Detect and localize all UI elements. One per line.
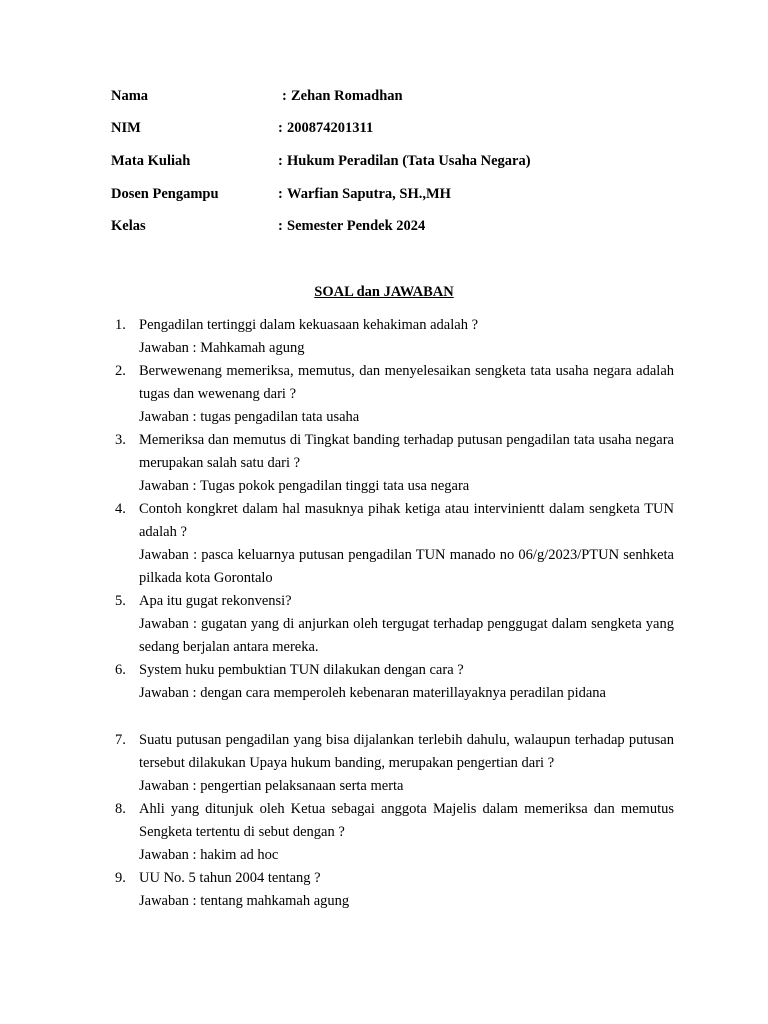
header-row-mata-kuliah xyxy=(111,151,711,171)
header-row-kelas xyxy=(111,216,711,236)
document-title: SOAL dan JAWABAN xyxy=(314,284,454,300)
question-number: 2. xyxy=(115,363,126,379)
header-value: Semester Pendek 2024 xyxy=(287,218,426,234)
list-item xyxy=(111,590,674,659)
list-item xyxy=(111,314,674,360)
answer-text: Jawaban : Mahkamah agung xyxy=(139,340,305,356)
answer-text: Jawaban : gugatan yang di anjurkan oleh tergugat terhadap penggugat dalam sengketa yang sedang berjalan antara mereka. xyxy=(139,616,674,655)
header-value: 200874201311 xyxy=(287,120,374,136)
question-answer-list xyxy=(111,314,674,913)
header-label: NIM xyxy=(111,120,141,136)
answer-text: Jawaban : Tugas pokok pengadilan tinggi tata usa negara xyxy=(139,478,470,494)
question-text: Apa itu gugat rekonvensi? xyxy=(139,593,292,609)
paragraph-gap xyxy=(111,705,674,729)
header-colon: : xyxy=(278,153,283,169)
answer-text: Jawaban : pengertian pelaksanaan serta merta xyxy=(139,778,404,794)
answer-text: Jawaban : tugas pengadilan tata usaha xyxy=(139,409,360,425)
question-number: 1. xyxy=(115,317,126,333)
list-item xyxy=(111,729,674,798)
header-value: Warfian Saputra, SH.,MH xyxy=(287,186,451,202)
header-row-nim xyxy=(111,118,711,138)
list-item xyxy=(111,360,674,429)
question-text: Ahli yang ditunjuk oleh Ketua sebagai anggota Majelis dalam memeriksa dan memutus Sengketa tertentu di sebut dengan ? xyxy=(139,801,674,840)
header-label: Nama xyxy=(111,88,149,104)
header-row-nama xyxy=(111,86,711,106)
header-value: Hukum Peradilan (Tata Usaha Negara) xyxy=(287,153,531,169)
answer-text: Jawaban : dengan cara memperoleh kebenaran materillayaknya peradilan pidana xyxy=(139,685,606,701)
question-text: Memeriksa dan memutus di Tingkat banding terhadap putusan pengadilan tata usaha negara merupakan salah satu dari ? xyxy=(139,432,674,471)
header-label: Dosen Pengampu xyxy=(111,186,219,202)
list-item xyxy=(111,429,674,498)
question-text: Pengadilan tertinggi dalam kekuasaan kehakiman adalah ? xyxy=(139,317,479,333)
question-text: Berwewenang memeriksa, memutus, dan menyelesaikan sengketa tata usaha negara adalah tugas dan wewenang dari ? xyxy=(139,363,674,402)
question-number: 9. xyxy=(115,870,126,886)
header-label: Kelas xyxy=(111,218,146,234)
question-number: 6. xyxy=(115,662,126,678)
question-text: System huku pembuktian TUN dilakukan dengan cara ? xyxy=(139,662,464,678)
header-colon: : xyxy=(278,120,283,136)
list-item xyxy=(111,867,674,913)
header-colon: : xyxy=(282,88,287,104)
question-number: 3. xyxy=(115,432,126,448)
question-number: 5. xyxy=(115,593,126,609)
question-text: Suatu putusan pengadilan yang bisa dijalankan terlebih dahulu, walaupun terhadap putusan tersebut dilakukan Upaya hukum banding, merupakan pengertian dari ? xyxy=(139,732,674,771)
header-label: Mata Kuliah xyxy=(111,153,191,169)
question-number: 8. xyxy=(115,801,126,817)
question-number: 7. xyxy=(115,732,126,748)
header-colon: : xyxy=(278,218,283,234)
list-item xyxy=(111,498,674,590)
question-text: Contoh kongkret dalam hal masuknya pihak ketiga atau intervinientt dalam sengketa TUN adalah ? xyxy=(139,501,674,540)
question-text: UU No. 5 tahun 2004 tentang ? xyxy=(139,870,321,886)
header-value: Zehan Romadhan xyxy=(291,88,403,104)
list-item xyxy=(111,798,674,867)
answer-text: Jawaban : pasca keluarnya putusan pengadilan TUN manado no 06/g/2023/PTUN senhketa pilkada kota Gorontalo xyxy=(139,547,674,586)
header-colon: : xyxy=(278,186,283,202)
list-item xyxy=(111,659,674,705)
question-number: 4. xyxy=(115,501,126,517)
answer-text: Jawaban : hakim ad hoc xyxy=(139,847,279,863)
header-row-dosen-pengampu xyxy=(111,184,711,204)
answer-text: Jawaban : tentang mahkamah agung xyxy=(139,893,350,909)
